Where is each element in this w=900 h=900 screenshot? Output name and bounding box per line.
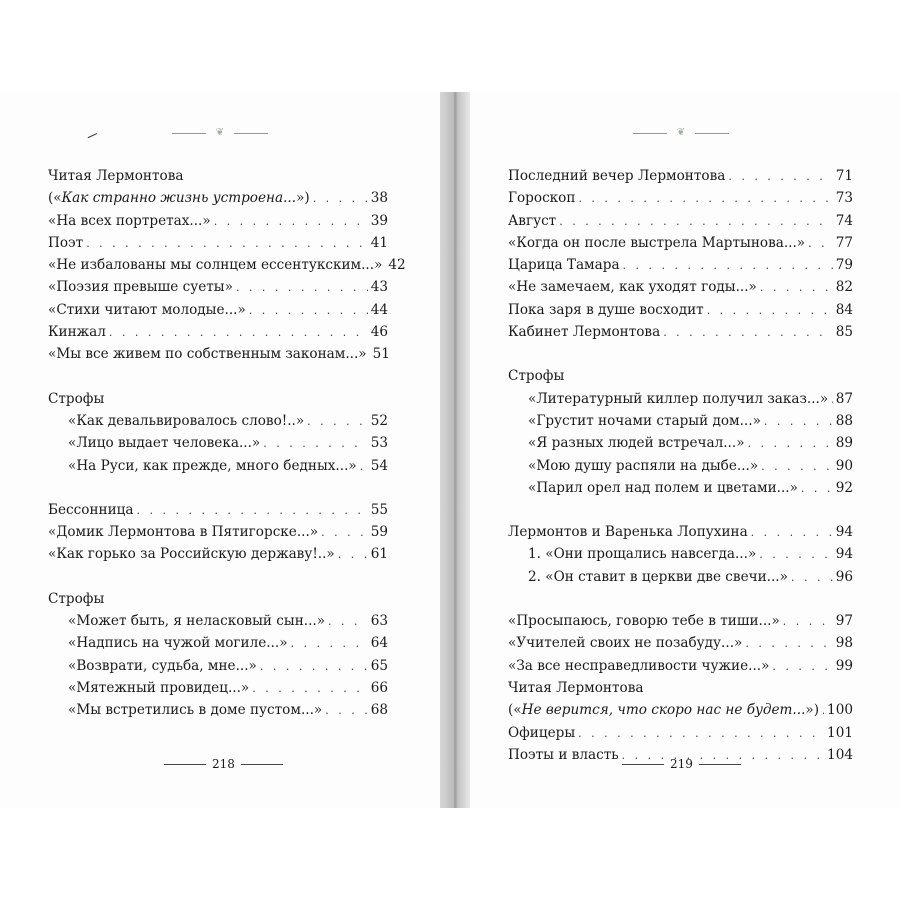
- entry-page-number: 84: [835, 301, 853, 318]
- entry-page-number: 94: [835, 546, 853, 563]
- entry-title: [48, 187, 310, 209]
- entry-title: «Может быть, я неласковый сын...»: [68, 613, 326, 630]
- pen-mark: [88, 133, 99, 141]
- entry-title: «Лицо выдает человека...»: [68, 435, 261, 452]
- toc-entry: [508, 477, 853, 499]
- dot-leader: [338, 544, 368, 566]
- toc-entry: [48, 232, 388, 254]
- toc-entry: [508, 521, 853, 543]
- toc-entry: [508, 699, 853, 721]
- entry-page-number: 88: [835, 412, 853, 429]
- dot-leader: [263, 433, 367, 455]
- entry-page-number: 66: [370, 679, 388, 696]
- dot-leader: [578, 188, 832, 210]
- dot-leader: [260, 656, 368, 678]
- toc-entry: [48, 455, 388, 477]
- dot-leader: [745, 633, 832, 655]
- entry-title: «Учителей своих не позабуду...»: [508, 635, 743, 652]
- entry-page-number: 100: [827, 702, 853, 719]
- toc-entry: [48, 543, 388, 565]
- toc-entry: [48, 276, 388, 298]
- toc-entry: [508, 632, 853, 654]
- entry-page-number: 87: [835, 390, 853, 407]
- section-gap: [508, 588, 853, 610]
- toc-entry: [508, 254, 853, 276]
- entry-page-number: 41: [370, 234, 388, 251]
- toc-entry: [508, 321, 853, 343]
- entry-title: Поэт: [48, 234, 84, 251]
- entry-title: Поэты и власть: [508, 746, 619, 763]
- section-gap: [48, 477, 388, 499]
- section-heading: Читая Лермонтова: [48, 168, 184, 184]
- entry-page-number: 71: [835, 168, 853, 184]
- entry-page-number: 55: [370, 501, 388, 518]
- entry-title-close: »): [805, 702, 820, 719]
- entry-page-number: 92: [835, 479, 853, 496]
- dot-leader: [325, 700, 367, 722]
- entry-title: «Мы встретились в доме пустом...»: [68, 702, 323, 719]
- toc-entry: [508, 455, 853, 477]
- entry-title: 2. «Он ставит в церкви две свечи...»: [528, 568, 788, 585]
- dot-leader: [321, 522, 368, 544]
- toc-entry: [48, 210, 388, 232]
- toc-entry: [508, 187, 853, 209]
- entry-title: «Просыпаюсь, говорю тебе в тиши...»: [508, 613, 780, 630]
- entry-page-number: 44: [370, 301, 388, 318]
- entry-title: «На всех портретах...»: [48, 212, 211, 229]
- dot-leader: [249, 300, 368, 322]
- book-spread: [0, 92, 900, 808]
- toc-entry: [48, 699, 388, 721]
- entry-page-number: 59: [370, 524, 388, 541]
- toc-entry: [48, 677, 388, 699]
- entry-title: «Мятежный провидец...»: [68, 679, 250, 696]
- toc-entry: [48, 655, 388, 677]
- toc-entry: [48, 499, 388, 521]
- entry-title: Царица Тамара: [508, 257, 620, 274]
- entry-title: «Не замечаем, как уходят годы...»: [508, 279, 757, 296]
- entry-title: «Надпись на чужой могиле...»: [68, 635, 288, 652]
- entry-page-number: 96: [835, 568, 853, 585]
- section-heading: Строфы: [48, 590, 105, 607]
- entry-title: «Когда он после выстрела Мартынова...»: [508, 234, 806, 251]
- entry-page-number: 63: [370, 613, 388, 630]
- dot-leader: [783, 611, 833, 633]
- page-number-right: [616, 757, 747, 771]
- entry-title-close: »): [296, 190, 310, 207]
- entry-page-number: 64: [370, 635, 388, 652]
- entry-page-number: 46: [370, 324, 388, 341]
- table-of-contents-left: [48, 165, 406, 722]
- entry-title: Пока заря в душе восходит: [508, 301, 704, 318]
- entry-page-number: 43: [370, 279, 388, 296]
- toc-entry: [508, 432, 853, 454]
- dot-leader: [109, 322, 368, 344]
- entry-title: «Литературный киллер получил заказ...»: [528, 390, 829, 407]
- entry-page-number: 68: [370, 702, 388, 719]
- entry-title-italic: Не верится, что скоро нас не будет...: [521, 702, 806, 719]
- toc-entry: [48, 521, 388, 543]
- entry-page-number: 39: [370, 212, 388, 229]
- entry-title: Офицеры: [508, 724, 576, 741]
- dot-leader: [748, 433, 833, 455]
- header-ornament: [633, 126, 729, 140]
- page-number-text: 219: [670, 757, 693, 771]
- book-gutter: [440, 92, 470, 808]
- dot-leader: [328, 611, 368, 633]
- dot-leader: [307, 411, 368, 433]
- dot-leader: [86, 233, 368, 255]
- dot-leader: [578, 723, 824, 745]
- entry-title: Лермонтов и Варенька Лопухина: [508, 524, 748, 541]
- entry-page-number: 94: [835, 524, 853, 541]
- header-ornament: [172, 126, 268, 140]
- dot-leader: [291, 633, 368, 655]
- toc-entry: [508, 299, 853, 321]
- toc-entry: [48, 632, 388, 654]
- toc-entry: [508, 232, 853, 254]
- section-gap: [508, 343, 853, 365]
- dot-leader: [663, 322, 833, 344]
- entry-title: «Грустит ночами старый дом...»: [528, 412, 761, 429]
- entry-page-number: 38: [370, 190, 388, 207]
- entry-page-number: 54: [370, 457, 388, 474]
- dot-leader: [761, 456, 833, 478]
- right-page: [470, 92, 900, 808]
- dot-leader: [252, 678, 367, 700]
- entry-page-number: 99: [835, 657, 853, 674]
- section-heading: Строфы: [508, 368, 565, 385]
- toc-entry: [508, 410, 853, 432]
- toc-entry: [48, 343, 388, 365]
- entry-title: «Я разных людей встречал...»: [528, 435, 745, 452]
- toc-entry: [48, 187, 388, 209]
- dot-leader: [759, 544, 832, 566]
- dot-leader: [760, 277, 833, 299]
- toc-entry: [508, 566, 853, 588]
- section-gap: [48, 366, 388, 388]
- page-number-text: 218: [212, 757, 235, 771]
- toc-entry: [508, 655, 853, 677]
- entry-title: Кинжал: [48, 324, 106, 341]
- entry-title: «Возврати, судьба, мне...»: [68, 657, 257, 674]
- dot-leader: [808, 233, 833, 255]
- entry-page-number: 82: [835, 279, 853, 296]
- entry-title: «Как горько за Российскую державу!..»: [48, 546, 335, 563]
- toc-entry: [508, 210, 853, 232]
- toc-entry: [508, 610, 853, 632]
- entry-title: 1. «Они прощались навсегда...»: [528, 546, 757, 563]
- entry-title: Бессонница: [48, 501, 134, 518]
- entry-page-number: 89: [835, 435, 853, 452]
- entry-title: «Как девальвировалось слово!..»: [68, 412, 305, 429]
- entry-title: [508, 699, 819, 721]
- entry-title: «Мы все живем по собственным законам...»: [48, 346, 367, 363]
- entry-title: Август: [508, 212, 557, 229]
- toc-entry: [508, 276, 853, 298]
- dot-leader: [801, 478, 833, 500]
- table-of-contents-right: [508, 165, 853, 766]
- dot-leader: [559, 211, 832, 233]
- entry-title: «За все несправедливости чужие...»: [508, 657, 770, 674]
- entry-title-open: («: [508, 702, 522, 719]
- flourish-icon: ❦: [215, 127, 225, 138]
- dot-leader: [623, 255, 833, 277]
- entry-title: «Не избалованы мы солнцем ессентукским...»: [48, 257, 383, 274]
- entry-page-number: 79: [835, 257, 853, 274]
- toc-entry: [48, 432, 388, 454]
- entry-page-number: 42: [388, 257, 406, 274]
- section-heading: Строфы: [48, 390, 105, 407]
- toc-entry: [508, 543, 853, 565]
- toc-entry: [508, 388, 853, 410]
- dot-leader: [214, 211, 368, 233]
- entry-page-number: 61: [370, 546, 388, 563]
- entry-page-number: 97: [835, 613, 853, 630]
- dot-leader: [313, 188, 368, 210]
- dot-leader: [791, 567, 833, 589]
- toc-entry: [48, 299, 388, 321]
- entry-page-number: 90: [835, 457, 853, 474]
- toc-entry: [48, 410, 388, 432]
- dot-leader: [751, 522, 833, 544]
- toc-entry: [508, 165, 853, 187]
- entry-title: Гороскоп: [508, 190, 576, 207]
- dot-leader: [822, 700, 824, 722]
- page-number-left: [158, 757, 289, 771]
- entry-page-number: 104: [827, 746, 853, 763]
- entry-page-number: 74: [835, 212, 853, 229]
- entry-title: «На Руси, как прежде, много бедных...»: [68, 457, 357, 474]
- dot-leader: [831, 389, 833, 411]
- entry-page-number: 73: [835, 190, 853, 207]
- dot-leader: [772, 656, 832, 678]
- entry-title: «Мою душу распяли на дыбе...»: [528, 457, 759, 474]
- section-gap: [48, 566, 388, 588]
- entry-title: «Поэзия превыше суеты»: [48, 279, 233, 296]
- toc-entry: [48, 321, 388, 343]
- entry-page-number: 65: [370, 657, 388, 674]
- entry-page-number: 53: [370, 435, 388, 452]
- dot-leader: [707, 300, 833, 322]
- left-page: [0, 92, 440, 808]
- entry-title: Последний вечер Лермонтова: [508, 168, 726, 184]
- entry-title: «Стихи читают молодые...»: [48, 301, 246, 318]
- toc-entry: [508, 722, 853, 744]
- entry-title: «Домик Лермонтова в Пятигорске...»: [48, 524, 319, 541]
- entry-page-number: 85: [835, 324, 853, 341]
- entry-page-number: 77: [835, 234, 853, 251]
- entry-title-open: («: [48, 190, 62, 207]
- entry-title-italic: Как странно жизнь устроена...: [61, 190, 297, 207]
- section-heading: Читая Лермонтова: [508, 679, 644, 696]
- entry-page-number: 52: [370, 412, 388, 429]
- entry-page-number: 98: [835, 635, 853, 652]
- dot-leader: [728, 166, 832, 188]
- toc-entry: [48, 610, 388, 632]
- dot-leader: [360, 456, 368, 478]
- entry-page-number: 101: [827, 724, 853, 741]
- entry-title: «Парил орел над полем и цветами...»: [528, 479, 798, 496]
- dot-leader: [764, 411, 833, 433]
- entry-page-number: 51: [372, 346, 390, 363]
- section-gap: [508, 499, 853, 521]
- flourish-icon: ❦: [676, 127, 686, 138]
- dot-leader: [236, 277, 368, 299]
- entry-title: Кабинет Лермонтова: [508, 324, 661, 341]
- toc-entry: [48, 254, 406, 276]
- dot-leader: [136, 500, 367, 522]
